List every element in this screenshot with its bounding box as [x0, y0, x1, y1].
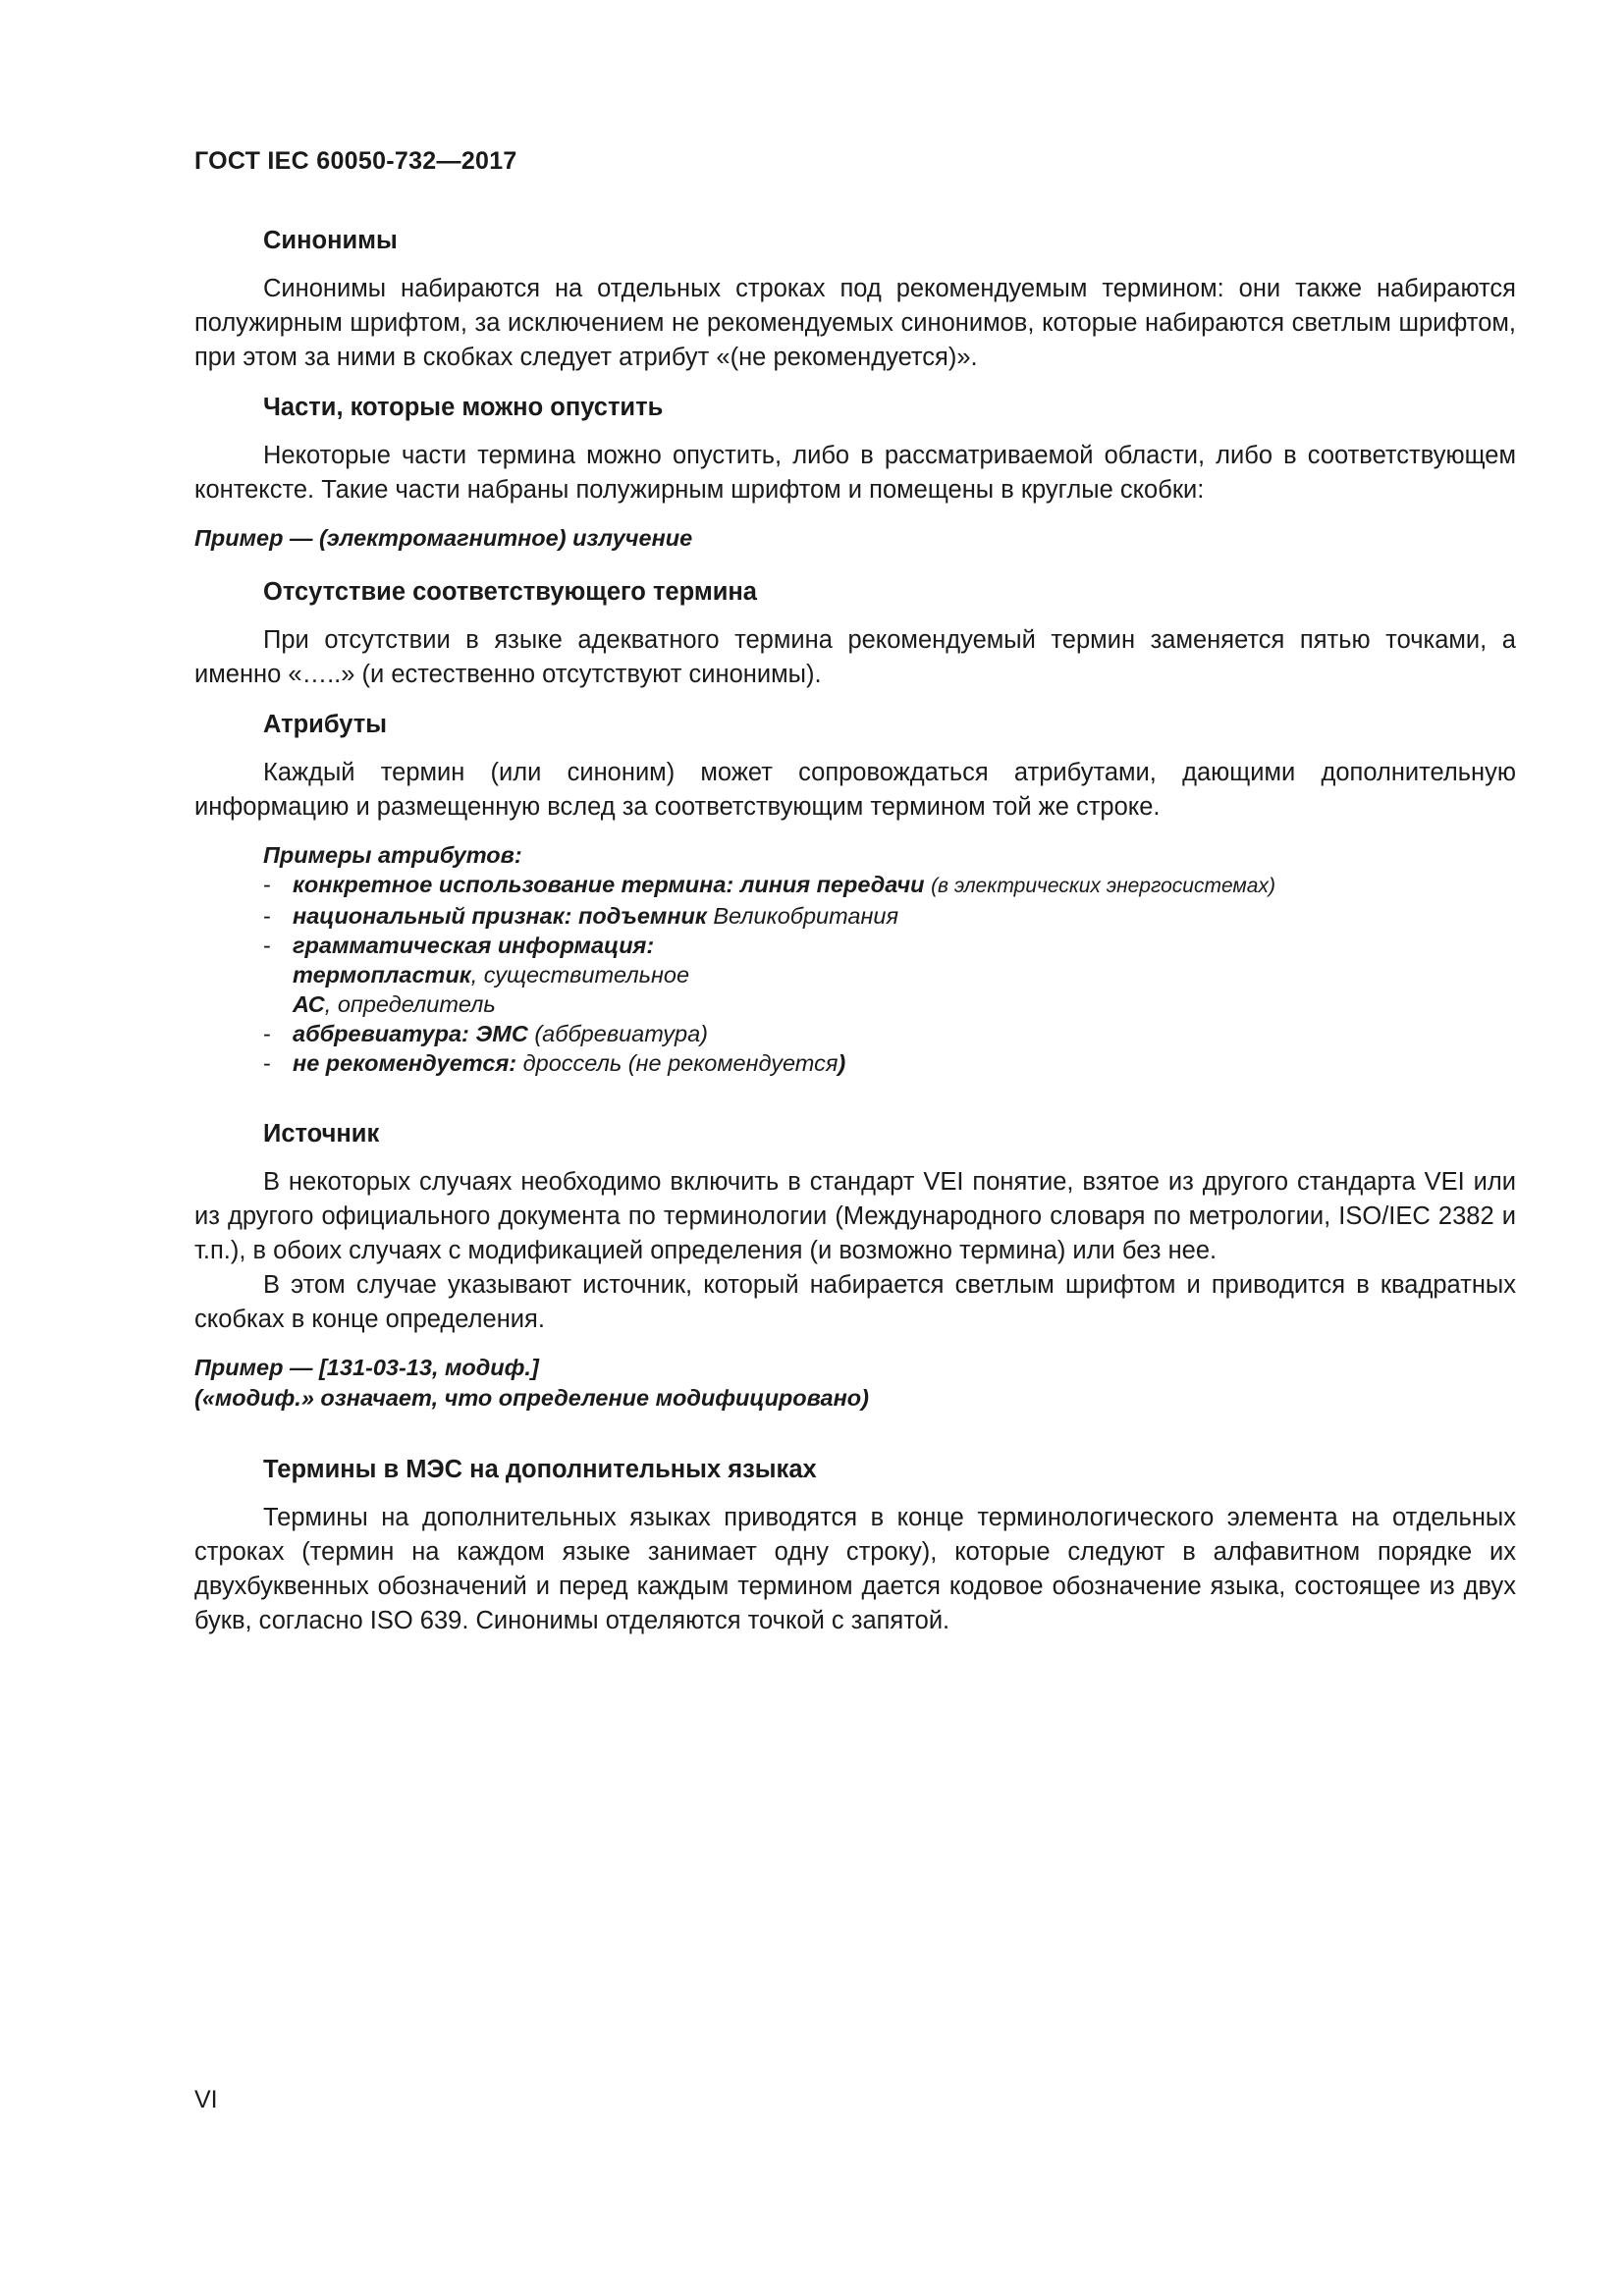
- list-item: [263, 870, 1516, 901]
- page-number: VI: [194, 2086, 218, 2113]
- attribute-label: аббревиатура: ЭМС: [293, 1021, 528, 1046]
- grammar-term: термопластик: [293, 962, 471, 988]
- grammar-term: АС: [293, 991, 325, 1017]
- example-source-line-2: («модиф.» означает, что определение модифицировано): [194, 1385, 869, 1411]
- attribute-label: национальный признак: подъемник: [293, 903, 707, 929]
- grammar-sub-line: [293, 960, 1516, 989]
- paragraph-source-2: В этом случае указывают источник, который набирается светлым шрифтом и приводится в квадратных скобках в конце определения.: [194, 1271, 1516, 1333]
- list-dash: -: [263, 1050, 271, 1076]
- heading-absence: Отсутствие соответствующего термина: [263, 578, 757, 606]
- list-dash: -: [263, 872, 271, 897]
- list-dash: -: [263, 933, 271, 958]
- paragraph-attributes: Каждый термин (или синоним) может сопровождаться атрибутами, дающими дополнительную информацию и размещенную вслед за соответствующим термином той же строке.: [194, 759, 1516, 821]
- page-content: [194, 224, 1516, 1638]
- grammar-desc: , определитель: [324, 991, 496, 1017]
- paragraph-synonyms: Синонимы набираются на отдельных строках под рекомендуемым термином: они также набираются полужирным шрифтом, за исключением не рекомендуемых синонимов, которые набираются светлым шрифтом, при этом за ними в скобках следует атрибут «(не рекомендуется)».: [194, 275, 1516, 371]
- attribute-value: Великобритания: [713, 903, 899, 929]
- attribute-value: (аббревиатура): [534, 1021, 708, 1046]
- grammar-sub-line: [293, 989, 1516, 1019]
- list-item: [263, 901, 1516, 931]
- paragraph-source-1: В некоторых случаях необходимо включить в стандарт VEI понятие, взятое из другого стандарта VEI или из другого официального документа по терминологии (Международного словаря по метрологии, ISO/IEC 2382 и т.п.), в обоих случаях с модификацией определения (и возможно термина) или без нее.: [194, 1168, 1516, 1264]
- document-header: ГОСТ IEC 60050-732—2017: [194, 147, 517, 175]
- attribute-value: (в электрических энергосистемах): [931, 875, 1275, 897]
- attribute-tail: ): [838, 1050, 846, 1076]
- heading-omit-parts: Части, которые можно опустить: [263, 394, 664, 421]
- list-item: [263, 1019, 1516, 1048]
- attribute-examples: [263, 840, 1516, 1078]
- list-dash: -: [263, 903, 271, 929]
- heading-source: Источник: [263, 1120, 380, 1148]
- heading-synonyms: Синонимы: [263, 227, 398, 254]
- paragraph-absence: При отсутствии в языке адекватного термина рекомендуемый термин заменяется пятью точками, а именно «…..» (и естественно отсутствуют синонимы).: [194, 626, 1516, 688]
- paragraph-omit-parts: Некоторые части термина можно опустить, либо в рассматриваемой области, либо в соответствующем контексте. Такие части набраны полужирным шрифтом и помещены в круглые скобки:: [194, 442, 1516, 504]
- example-omit-parts: Пример — (электромагнитное) излучение: [194, 525, 693, 551]
- heading-additional-languages: Термины в МЭС на дополнительных языках: [263, 1456, 817, 1483]
- example-source-line-1: Пример — [131-03-13, модиф.]: [194, 1355, 539, 1380]
- attribute-label: не рекомендуется:: [293, 1050, 517, 1076]
- attribute-label: грамматическая информация:: [293, 933, 655, 958]
- list-item: [263, 931, 1516, 1019]
- list-dash: -: [263, 1021, 271, 1046]
- attribute-label: конкретное использование термина: линия передачи: [293, 872, 925, 897]
- heading-attributes: Атрибуты: [263, 711, 387, 738]
- attribute-examples-title: Примеры атрибутов:: [263, 842, 522, 868]
- attribute-list: [263, 870, 1516, 1078]
- paragraph-additional-languages: Термины на дополнительных языках приводятся в конце терминологического элемента на отдельных строках (термин на каждом языке занимает одну строку), которые следуют в алфавитном порядке их двухбуквенных обозначений и перед каждым термином дается кодовое обозначение языка, состоящее из двух букв, согласно ISO 639. Синонимы отделяются точкой с запятой.: [194, 1504, 1516, 1634]
- attribute-value: дроссель (не рекомендуется: [522, 1050, 839, 1076]
- list-item: [263, 1048, 1516, 1078]
- grammar-desc: , существительное: [470, 962, 690, 988]
